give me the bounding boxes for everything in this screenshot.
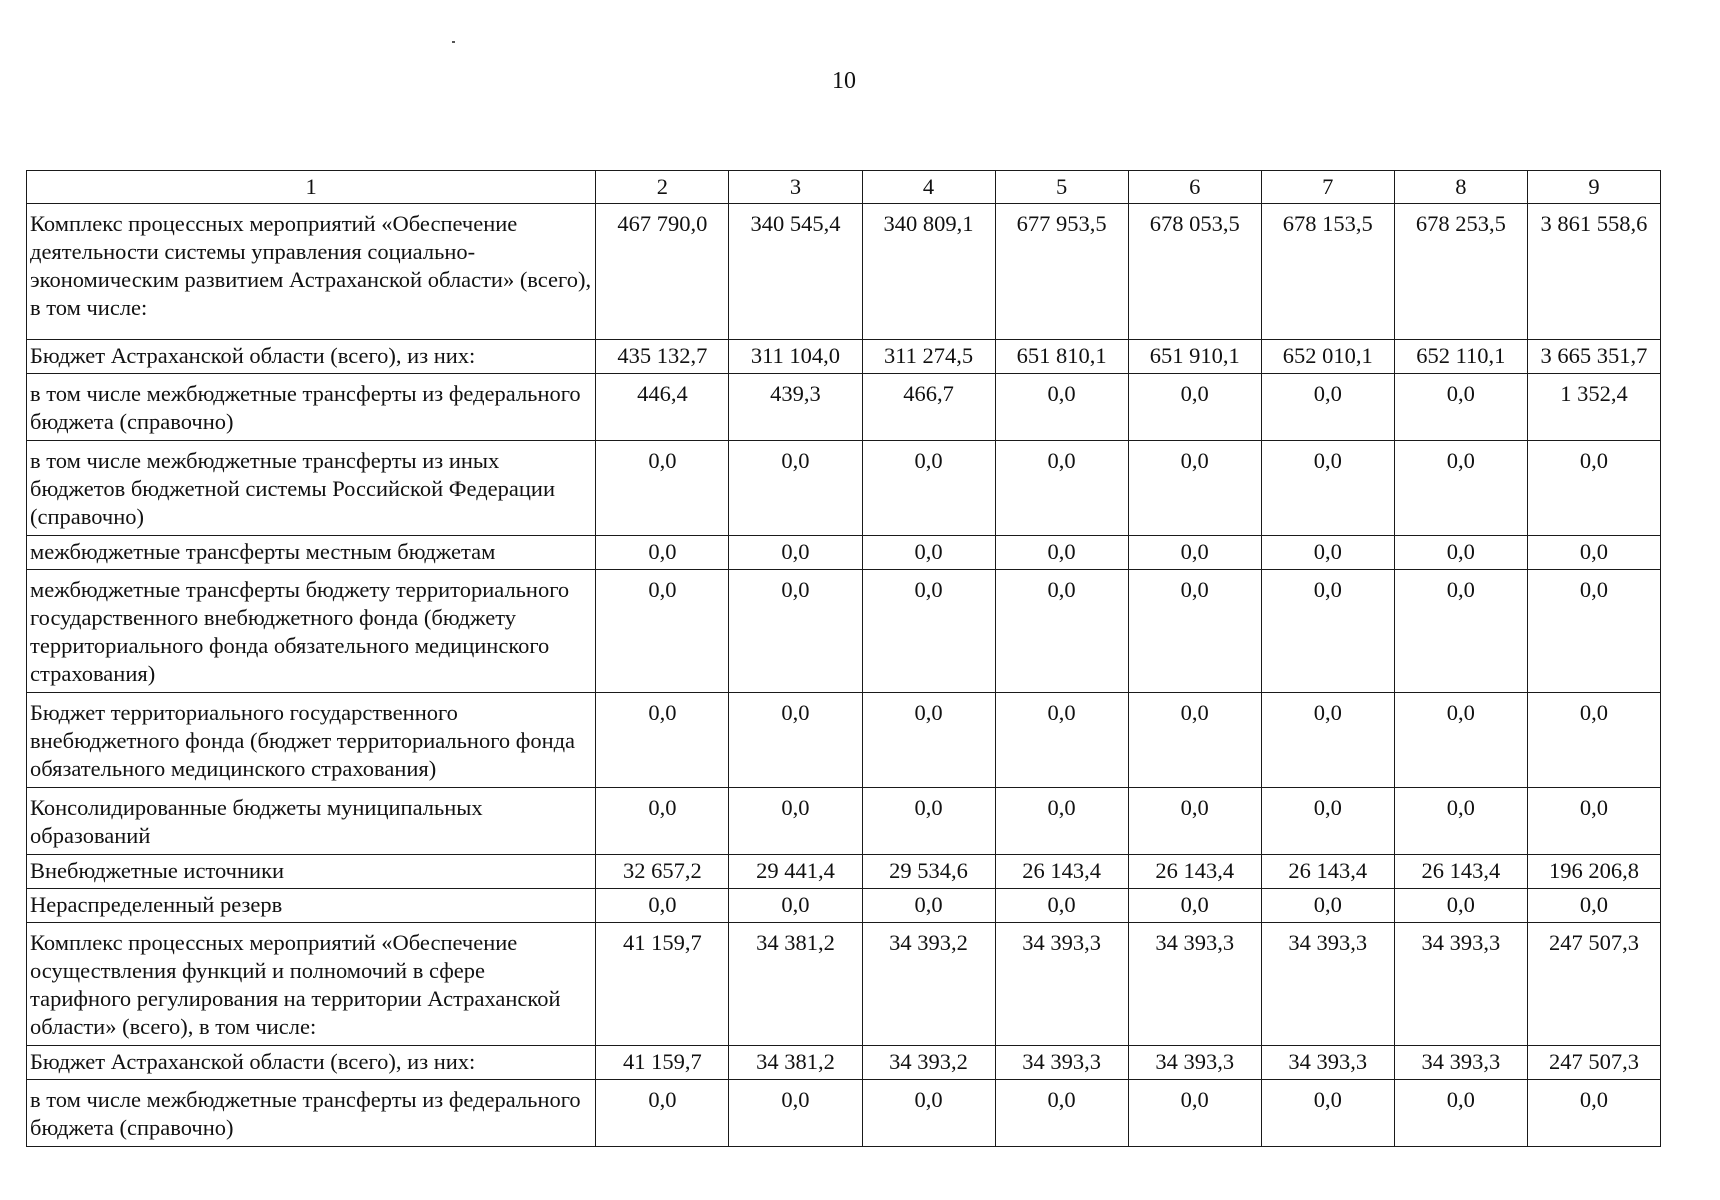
value-cell: 0,0 <box>1128 374 1261 441</box>
column-header: 4 <box>862 171 995 204</box>
row-label: межбюджетные трансферты бюджету территориального государственного внебюджетного фонда (бюджету территориального фонда обязательного медицинского страхования) <box>27 570 596 693</box>
value-cell: 0,0 <box>862 570 995 693</box>
value-cell: 0,0 <box>1394 441 1527 536</box>
value-cell: 247 507,3 <box>1527 1046 1660 1080</box>
table-row <box>27 536 1661 570</box>
value-cell: 1 352,4 <box>1527 374 1660 441</box>
value-cell: 0,0 <box>1128 788 1261 855</box>
row-label: Бюджет Астраханской области (всего), из них: <box>27 340 596 374</box>
value-cell: 0,0 <box>862 889 995 923</box>
row-label: в том числе межбюджетные трансферты из иных бюджетов бюджетной системы Российской Федерации (справочно) <box>27 441 596 536</box>
value-cell: 247 507,3 <box>1527 923 1660 1046</box>
value-cell: 0,0 <box>862 693 995 788</box>
table-row <box>27 1080 1661 1147</box>
value-cell: 0,0 <box>1527 693 1660 788</box>
value-cell: 32 657,2 <box>596 855 729 889</box>
column-header: 6 <box>1128 171 1261 204</box>
value-cell: 0,0 <box>1527 441 1660 536</box>
value-cell: 0,0 <box>995 889 1128 923</box>
value-cell: 0,0 <box>995 1080 1128 1147</box>
row-label: Бюджет Астраханской области (всего), из них: <box>27 1046 596 1080</box>
value-cell: 34 393,3 <box>995 1046 1128 1080</box>
value-cell: 311 104,0 <box>729 340 862 374</box>
row-label: Комплекс процессных мероприятий «Обеспечение осуществления функций и полномочий в сфере тарифного регулирования на территории Астраханской области» (всего), в том числе: <box>27 923 596 1046</box>
value-cell: 0,0 <box>1394 788 1527 855</box>
value-cell: 678 253,5 <box>1394 204 1527 340</box>
value-cell: 0,0 <box>1128 693 1261 788</box>
value-cell: 0,0 <box>1394 374 1527 441</box>
value-cell: 29 534,6 <box>862 855 995 889</box>
column-header: 7 <box>1261 171 1394 204</box>
value-cell: 0,0 <box>596 788 729 855</box>
value-cell: 26 143,4 <box>1128 855 1261 889</box>
value-cell: 29 441,4 <box>729 855 862 889</box>
table-row <box>27 1046 1661 1080</box>
header-row <box>27 171 1661 204</box>
table-row <box>27 441 1661 536</box>
table-row <box>27 889 1661 923</box>
value-cell: 34 393,3 <box>1261 1046 1394 1080</box>
value-cell: 446,4 <box>596 374 729 441</box>
value-cell: 0,0 <box>596 693 729 788</box>
value-cell: 0,0 <box>596 889 729 923</box>
column-header: 9 <box>1527 171 1660 204</box>
column-header: 5 <box>995 171 1128 204</box>
value-cell: 340 545,4 <box>729 204 862 340</box>
value-cell: 0,0 <box>596 536 729 570</box>
row-label: Нераспределенный резерв <box>27 889 596 923</box>
value-cell: 0,0 <box>596 1080 729 1147</box>
value-cell: 340 809,1 <box>862 204 995 340</box>
value-cell: 34 381,2 <box>729 1046 862 1080</box>
value-cell: 34 393,3 <box>1128 1046 1261 1080</box>
scan-speck <box>452 41 455 43</box>
value-cell: 0,0 <box>995 570 1128 693</box>
table-row <box>27 855 1661 889</box>
value-cell: 0,0 <box>1261 788 1394 855</box>
value-cell: 651 910,1 <box>1128 340 1261 374</box>
value-cell: 0,0 <box>1128 570 1261 693</box>
column-header: 1 <box>27 171 596 204</box>
value-cell: 0,0 <box>1527 570 1660 693</box>
table-row <box>27 923 1661 1046</box>
value-cell: 196 206,8 <box>1527 855 1660 889</box>
value-cell: 0,0 <box>1261 374 1394 441</box>
value-cell: 0,0 <box>729 570 862 693</box>
value-cell: 651 810,1 <box>995 340 1128 374</box>
row-label: в том числе межбюджетные трансферты из федерального бюджета (справочно) <box>27 1080 596 1147</box>
value-cell: 0,0 <box>1527 536 1660 570</box>
value-cell: 34 393,3 <box>1261 923 1394 1046</box>
value-cell: 0,0 <box>862 1080 995 1147</box>
value-cell: 0,0 <box>596 441 729 536</box>
value-cell: 652 110,1 <box>1394 340 1527 374</box>
value-cell: 0,0 <box>1394 570 1527 693</box>
row-label: Консолидированные бюджеты муниципальных образований <box>27 788 596 855</box>
value-cell: 0,0 <box>1527 889 1660 923</box>
value-cell: 34 393,2 <box>862 1046 995 1080</box>
value-cell: 0,0 <box>729 693 862 788</box>
value-cell: 0,0 <box>995 536 1128 570</box>
value-cell: 41 159,7 <box>596 1046 729 1080</box>
value-cell: 652 010,1 <box>1261 340 1394 374</box>
row-label: Внебюджетные источники <box>27 855 596 889</box>
value-cell: 0,0 <box>1128 1080 1261 1147</box>
value-cell: 0,0 <box>1527 788 1660 855</box>
table-row <box>27 788 1661 855</box>
value-cell: 0,0 <box>1261 889 1394 923</box>
value-cell: 0,0 <box>1394 693 1527 788</box>
value-cell: 0,0 <box>1128 889 1261 923</box>
value-cell: 0,0 <box>1527 1080 1660 1147</box>
value-cell: 435 132,7 <box>596 340 729 374</box>
value-cell: 34 393,3 <box>1128 923 1261 1046</box>
value-cell: 0,0 <box>1261 441 1394 536</box>
column-header: 3 <box>729 171 862 204</box>
value-cell: 0,0 <box>729 441 862 536</box>
value-cell: 0,0 <box>729 1080 862 1147</box>
value-cell: 0,0 <box>596 570 729 693</box>
value-cell: 0,0 <box>1261 693 1394 788</box>
value-cell: 0,0 <box>995 693 1128 788</box>
value-cell: 0,0 <box>1394 1080 1527 1147</box>
value-cell: 34 393,3 <box>1394 1046 1527 1080</box>
table-row <box>27 204 1661 340</box>
value-cell: 34 381,2 <box>729 923 862 1046</box>
value-cell: 34 393,3 <box>995 923 1128 1046</box>
value-cell: 678 153,5 <box>1261 204 1394 340</box>
value-cell: 0,0 <box>729 788 862 855</box>
value-cell: 26 143,4 <box>995 855 1128 889</box>
value-cell: 0,0 <box>729 536 862 570</box>
value-cell: 3 861 558,6 <box>1527 204 1660 340</box>
column-header: 2 <box>596 171 729 204</box>
value-cell: 0,0 <box>995 788 1128 855</box>
table-row <box>27 693 1661 788</box>
value-cell: 0,0 <box>862 536 995 570</box>
value-cell: 3 665 351,7 <box>1527 340 1660 374</box>
value-cell: 0,0 <box>1261 570 1394 693</box>
value-cell: 467 790,0 <box>596 204 729 340</box>
table-row <box>27 374 1661 441</box>
value-cell: 0,0 <box>995 374 1128 441</box>
table-row <box>27 570 1661 693</box>
value-cell: 311 274,5 <box>862 340 995 374</box>
value-cell: 466,7 <box>862 374 995 441</box>
value-cell: 26 143,4 <box>1394 855 1527 889</box>
table-row <box>27 340 1661 374</box>
value-cell: 0,0 <box>862 441 995 536</box>
value-cell: 34 393,2 <box>862 923 995 1046</box>
value-cell: 41 159,7 <box>596 923 729 1046</box>
value-cell: 0,0 <box>1394 536 1527 570</box>
value-cell: 677 953,5 <box>995 204 1128 340</box>
value-cell: 439,3 <box>729 374 862 441</box>
value-cell: 0,0 <box>729 889 862 923</box>
value-cell: 0,0 <box>862 788 995 855</box>
value-cell: 0,0 <box>1128 536 1261 570</box>
row-label: Бюджет территориального государственного внебюджетного фонда (бюджет территориального фонда обязательного медицинского страхования) <box>27 693 596 788</box>
row-label: межбюджетные трансферты местным бюджетам <box>27 536 596 570</box>
row-label: Комплекс процессных мероприятий «Обеспечение деятельности системы управления социально-экономическим развитием Астраханской области» (всего), в том числе: <box>27 204 596 340</box>
value-cell: 678 053,5 <box>1128 204 1261 340</box>
page-number: 10 <box>832 68 856 94</box>
value-cell: 0,0 <box>1261 536 1394 570</box>
budget-table <box>26 170 1661 1147</box>
value-cell: 0,0 <box>1128 441 1261 536</box>
value-cell: 26 143,4 <box>1261 855 1394 889</box>
table-body <box>27 204 1661 1147</box>
row-label: в том числе межбюджетные трансферты из федерального бюджета (справочно) <box>27 374 596 441</box>
value-cell: 0,0 <box>1261 1080 1394 1147</box>
value-cell: 0,0 <box>1394 889 1527 923</box>
column-header: 8 <box>1394 171 1527 204</box>
value-cell: 0,0 <box>995 441 1128 536</box>
value-cell: 34 393,3 <box>1394 923 1527 1046</box>
